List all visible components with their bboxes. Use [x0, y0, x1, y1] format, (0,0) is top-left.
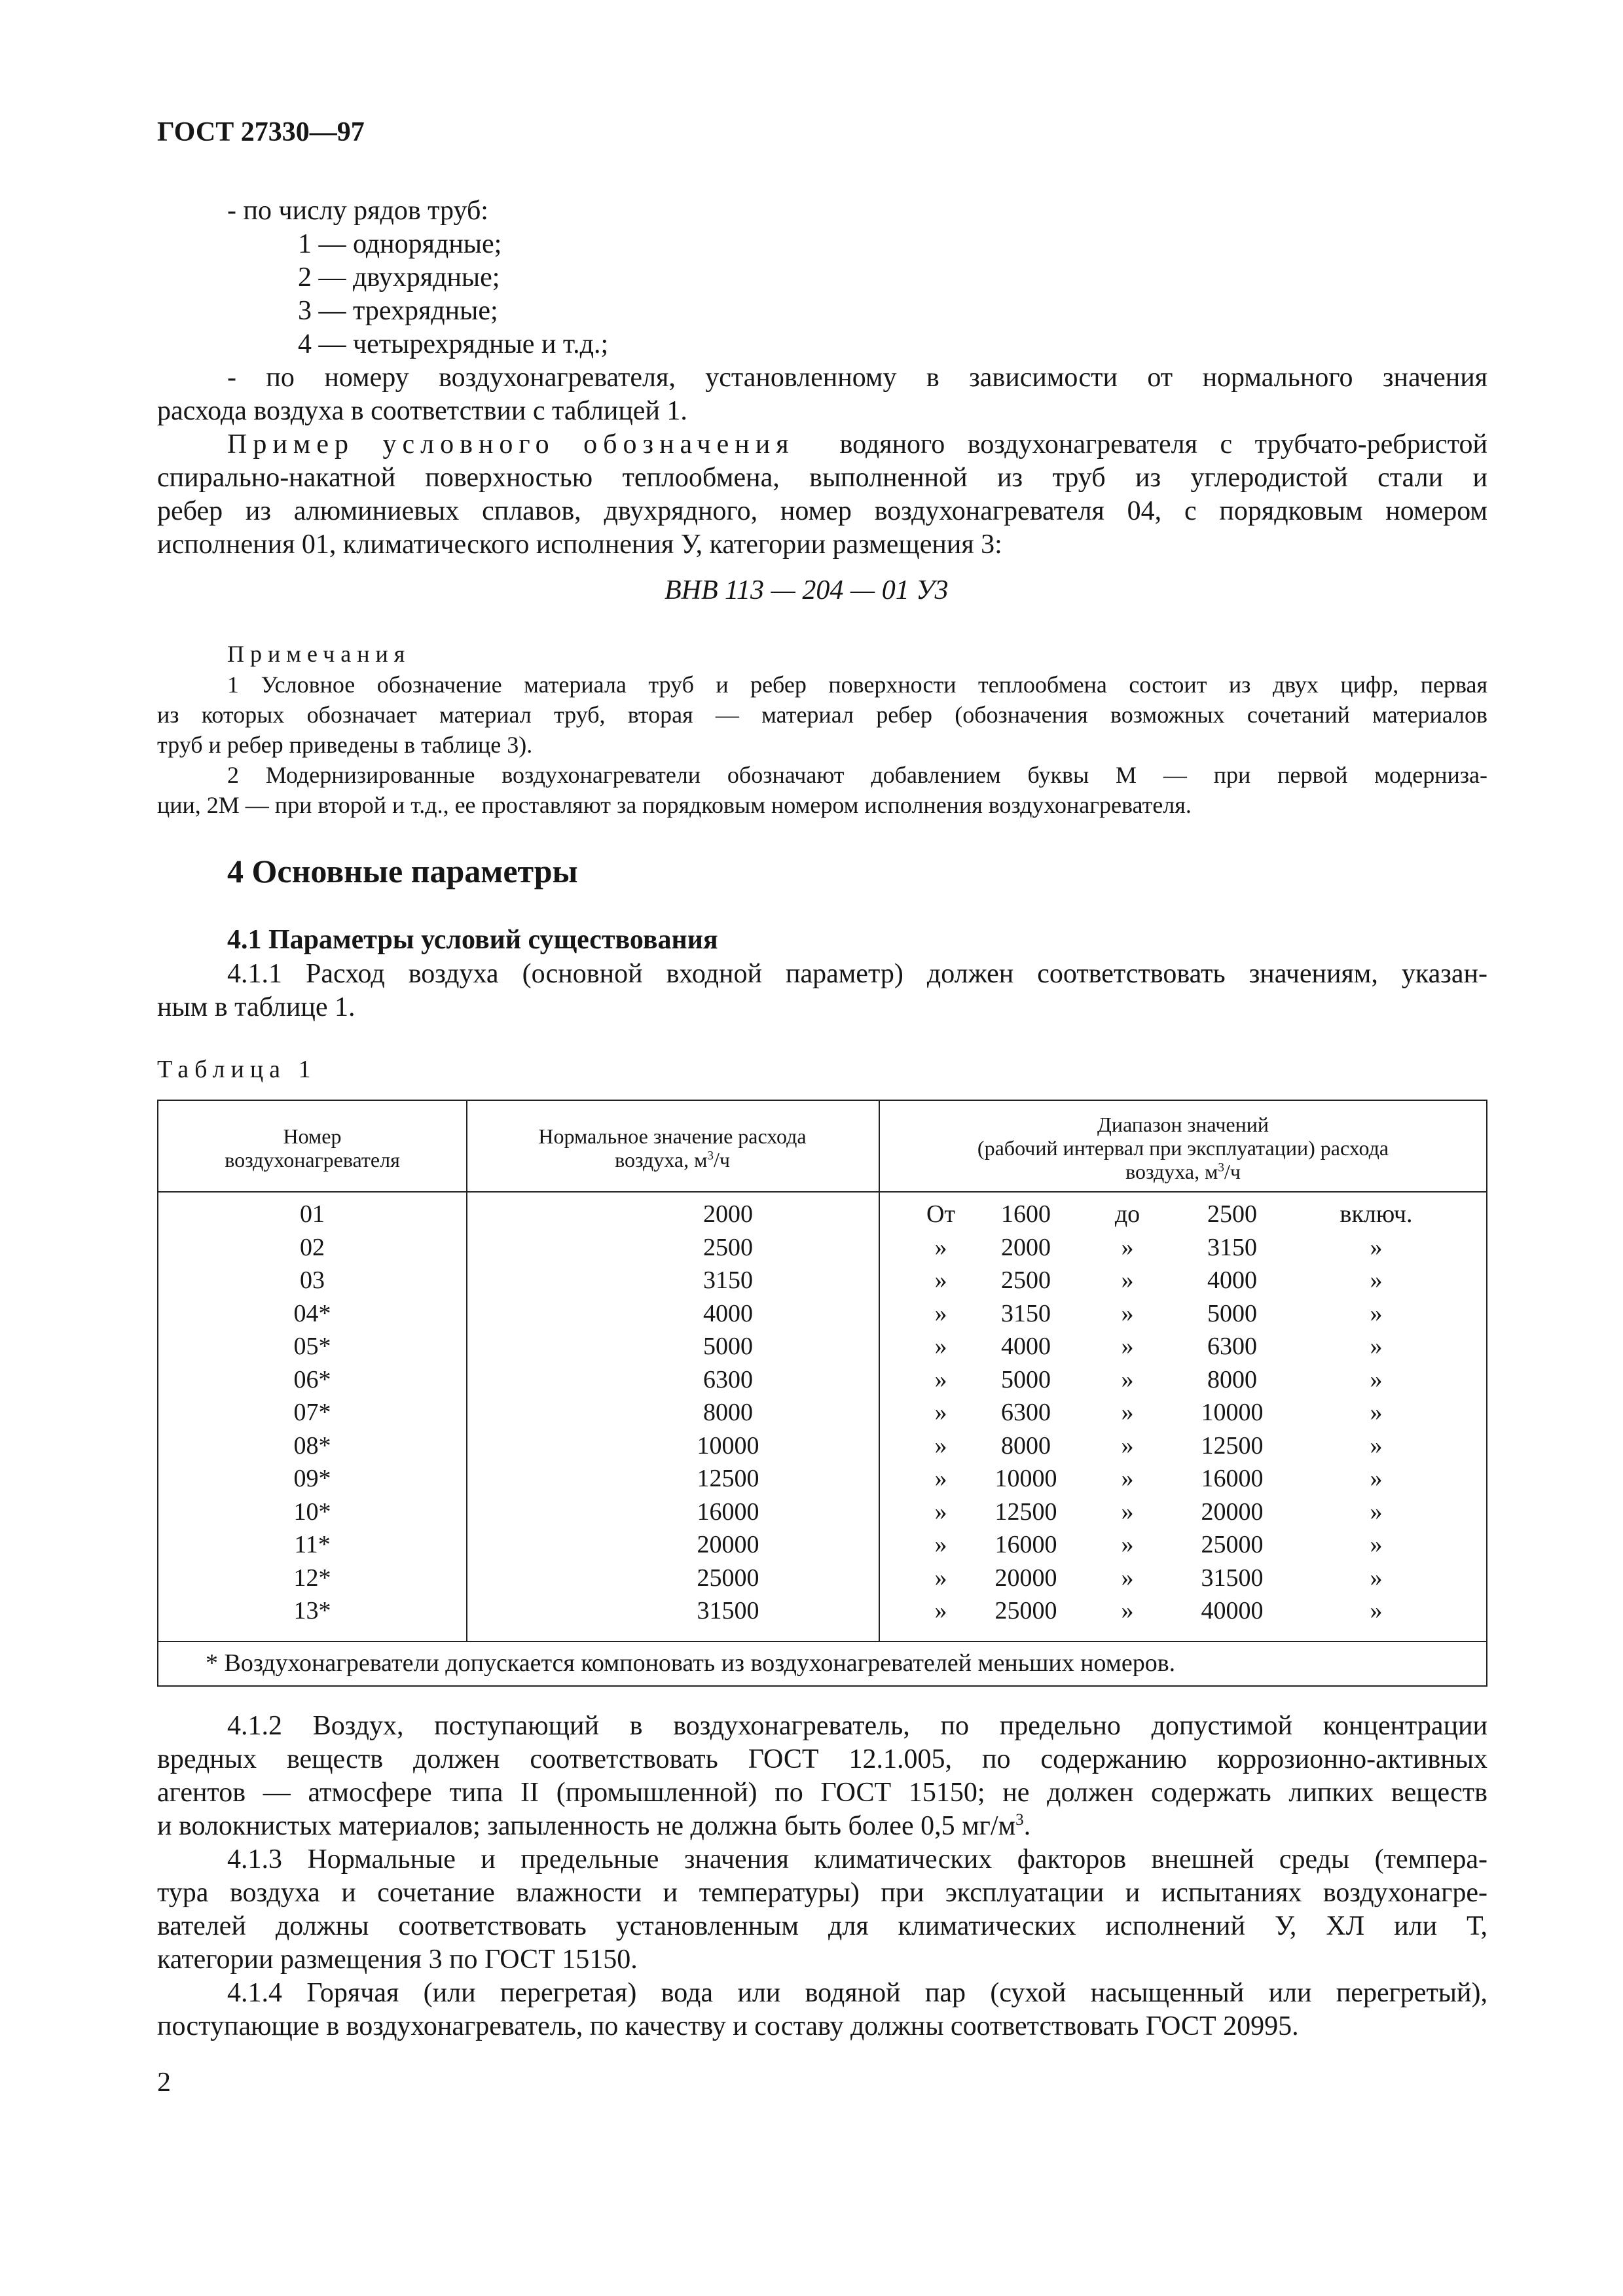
table-cell-to: 31500	[1201, 1564, 1264, 1592]
table-caption: Таблица 1	[157, 1056, 317, 1083]
number-line-1: - по номеру воздухонагревателя, установленному в зависимости от нормального значения	[227, 363, 1487, 393]
rows-item-1: 1 — однорядные;	[298, 229, 502, 259]
para-4-1-3-line-3: вателей должны соответствовать установленным для климатических исполнений У, ХЛ или Т,	[157, 1911, 1487, 1941]
para-4-1-3-line-1: 4.1.3 Нормальные и предельные значения климатических факторов внешней среды (темпера-	[227, 1844, 1487, 1874]
rows-item-3: 3 — трехрядные;	[298, 296, 498, 326]
column-number	[158, 1198, 466, 1628]
table-cell-normal: 20000	[697, 1531, 759, 1558]
column-from-word	[911, 1198, 970, 1628]
table-header-number	[158, 1124, 466, 1172]
table-cell-to-word: »	[1121, 1233, 1134, 1261]
header-number-line-2: воздухонагревателя	[225, 1148, 400, 1172]
table-cell-from-word: »	[934, 1365, 947, 1393]
header-range-line-3	[879, 1160, 1487, 1183]
table-cell-inclusive: »	[1370, 1431, 1383, 1460]
para-4-1-3-line-2: тура воздуха и сочетание влажности и температуры) при эксплуатации и испытаниях воздухонагре-	[157, 1878, 1487, 1908]
table-cell-from: 25000	[994, 1597, 1057, 1624]
note-1-line-3: труб и ребер приведены в таблице 3).	[157, 732, 533, 758]
rows-item-4: 4 — четырехрядные и т.д.;	[298, 329, 609, 359]
number-line-2: расхода воздуха в соответствии с таблицей 1.	[157, 396, 687, 426]
rows-label: - по числу рядов труб:	[227, 196, 488, 226]
table-cell-inclusive: »	[1370, 1365, 1383, 1393]
table-cell-normal: 5000	[703, 1333, 753, 1360]
example-line-3: ребер из алюминиевых сплавов, двухрядного, номер воздухонагревателя 04, с порядковым номером	[157, 496, 1487, 526]
note-2-line-1: 2 Модернизированные воздухонагреватели обозначают добавлением буквы М — при первой модерниза-	[227, 762, 1487, 788]
para-4-1-3-line-4: категории размещения 3 по ГОСТ 15150.	[157, 1945, 638, 1975]
header-range-unit-tail: /ч	[1224, 1160, 1241, 1183]
table-cell-number: 11*	[294, 1531, 331, 1558]
table-cell-to-word: »	[1121, 1597, 1134, 1624]
para-4-1-2-tail: .	[1023, 1811, 1031, 1841]
table-cell-from: 20000	[994, 1564, 1057, 1592]
table-cell-inclusive: »	[1370, 1333, 1383, 1360]
table-cell-to-word: »	[1121, 1266, 1134, 1294]
table-cell-from: 5000	[1001, 1365, 1051, 1393]
table-cell-to-word: »	[1121, 1431, 1134, 1460]
header-normal-line-1: Нормальное значение расхода	[538, 1124, 807, 1148]
para-4-1-2-line-1: 4.1.2 Воздух, поступающий в воздухонагреватель, по предельно допустимой концентрации	[227, 1711, 1487, 1741]
column-to	[1167, 1198, 1298, 1628]
table-cell-to: 12500	[1201, 1431, 1264, 1460]
table-cell-to-word: »	[1121, 1498, 1134, 1526]
table-cell-inclusive: включ.	[1340, 1200, 1413, 1228]
para-4-1-2-line-3: агентов — атмосфере типа II (промышленной) по ГОСТ 15150; не должен содержать липких веществ	[157, 1778, 1487, 1808]
notes-title: Примечания	[227, 641, 411, 667]
table-cell-to-word: »	[1121, 1299, 1134, 1327]
table-cell-inclusive: »	[1370, 1531, 1383, 1558]
note-1-line-2: из которых обозначает материал труб, вторая — материал ребер (обозначения возможных сочетаний материалов	[157, 702, 1487, 728]
table-cell-to-word: до	[1114, 1200, 1140, 1228]
para-4-1-2-line-2: вредных веществ должен соответствовать ГОСТ 12.1.005, по содержанию коррозионно-активных	[157, 1744, 1487, 1774]
para-4-1-1-line-2: ным в таблице 1.	[157, 992, 356, 1022]
table-cell-number: 04*	[293, 1299, 331, 1327]
table-cell-from: 2500	[1001, 1266, 1051, 1294]
table-cell-number: 02	[300, 1233, 325, 1261]
table-cell-normal: 12500	[697, 1465, 759, 1492]
table-cell-inclusive: »	[1370, 1299, 1383, 1327]
table-cell-to: 20000	[1201, 1498, 1264, 1526]
header-range-unit: воздуха, м	[1125, 1160, 1218, 1183]
header-number-line-1: Номер	[283, 1124, 342, 1148]
table-cell-inclusive: »	[1370, 1564, 1383, 1592]
airflow-table	[157, 1100, 1487, 1687]
table-cell-inclusive: »	[1370, 1266, 1383, 1294]
column-to-word	[1088, 1198, 1167, 1628]
table-col-divider-1	[466, 1101, 467, 1641]
column-normal	[663, 1198, 793, 1628]
table-cell-to: 4000	[1207, 1266, 1257, 1294]
table-cell-from-word: »	[934, 1399, 947, 1426]
table-cell-number: 05*	[293, 1333, 331, 1360]
table-cell-normal: 2000	[703, 1200, 753, 1228]
table-header-range	[879, 1113, 1487, 1183]
rows-item-2: 2 — двухрядные;	[298, 262, 500, 293]
table-cell-number: 06*	[293, 1365, 331, 1393]
table-cell-number: 10*	[293, 1498, 331, 1526]
table-cell-from: 1600	[1001, 1200, 1051, 1228]
table-cell-normal: 8000	[703, 1399, 753, 1426]
table-cell-to: 10000	[1201, 1399, 1264, 1426]
para-4-1-1-line-1: 4.1.1 Расход воздуха (основной входной параметр) должен соответствовать значениям, указан-	[227, 959, 1487, 989]
subsection-4-1-title: 4.1 Параметры условий существования	[227, 925, 718, 955]
table-cell-from-word: »	[934, 1531, 947, 1558]
table-cell-from: 3150	[1001, 1299, 1051, 1327]
header-range-unit-exp: 3	[1218, 1160, 1224, 1175]
table-cell-to-word: »	[1121, 1465, 1134, 1492]
table-cell-from: 8000	[1001, 1431, 1051, 1460]
table-cell-normal: 4000	[703, 1299, 753, 1327]
table-cell-normal: 2500	[703, 1233, 753, 1261]
table-cell-number: 13*	[293, 1597, 331, 1624]
para-4-1-2-line-4	[157, 1810, 1030, 1843]
table-cell-to: 3150	[1207, 1233, 1257, 1261]
table-cell-number: 09*	[293, 1465, 331, 1492]
table-cell-inclusive: »	[1370, 1233, 1383, 1261]
table-header-divider	[158, 1191, 1486, 1193]
table-cell-to: 6300	[1207, 1333, 1257, 1360]
example-line-1-rest: водяного воздухонагревателя с трубчато-ребристой	[839, 429, 1487, 459]
table-cell-normal: 10000	[697, 1431, 759, 1460]
document-header: ГОСТ 27330—97	[157, 117, 365, 147]
table-cell-from-word: »	[934, 1266, 947, 1294]
table-cell-to: 25000	[1201, 1531, 1264, 1558]
table-cell-normal: 16000	[697, 1498, 759, 1526]
table-cell-to-word: »	[1121, 1365, 1134, 1393]
example-line-4: исполнения 01, климатического исполнения У, категории размещения 3:	[157, 529, 1002, 560]
para-4-1-2-exp: 3	[1015, 1811, 1024, 1829]
table-cell-from: 4000	[1001, 1333, 1051, 1360]
example-formula: ВНВ 113 — 204 — 01 У3	[665, 575, 949, 605]
table-cell-from-word: »	[934, 1564, 947, 1592]
table-cell-normal: 3150	[703, 1266, 753, 1294]
table-cell-from: 2000	[1001, 1233, 1051, 1261]
table-cell-inclusive: »	[1370, 1597, 1383, 1624]
table-cell-to: 16000	[1201, 1465, 1264, 1492]
table-cell-number: 12*	[293, 1564, 331, 1592]
table-cell-from: 16000	[994, 1531, 1057, 1558]
header-normal-unit-tail: /ч	[713, 1148, 730, 1172]
table-cell-to-word: »	[1121, 1531, 1134, 1558]
example-line-1	[227, 428, 1487, 461]
table-cell-normal: 25000	[697, 1564, 759, 1592]
table-cell-from-word: »	[934, 1597, 947, 1624]
header-normal-line-2	[466, 1148, 879, 1172]
table-cell-to: 5000	[1207, 1299, 1257, 1327]
table-cell-to: 8000	[1207, 1365, 1257, 1393]
table-cell-to-word: »	[1121, 1564, 1134, 1592]
para-4-1-2-line-4-text: и волокнистых материалов; запыленность не должна быть более 0,5 мг/м	[157, 1811, 1016, 1841]
example-label: Пример условного обозначения	[227, 429, 795, 459]
table-cell-to-word: »	[1121, 1333, 1134, 1360]
table-cell-from-word: »	[934, 1431, 947, 1460]
header-normal-unit: воздуха, м	[615, 1148, 708, 1172]
table-footnote-divider	[158, 1641, 1486, 1642]
section-4-title: 4 Основные параметры	[227, 853, 578, 889]
table-cell-number: 03	[300, 1266, 325, 1294]
page-number: 2	[157, 2068, 171, 2098]
note-2-line-2: ции, 2М — при второй и т.д., ее проставляют за порядковым номером исполнения воздухонагревателя.	[157, 792, 1192, 818]
table-cell-number: 08*	[293, 1431, 331, 1460]
table-cell-normal: 6300	[703, 1365, 753, 1393]
table-cell-from-word: »	[934, 1333, 947, 1360]
table-cell-inclusive: »	[1370, 1399, 1383, 1426]
table-cell-to: 2500	[1207, 1200, 1257, 1228]
table-cell-from-word: От	[926, 1200, 956, 1228]
para-4-1-4-line-1: 4.1.4 Горячая (или перегретая) вода или водяной пар (сухой насыщенный или перегретый),	[227, 1978, 1487, 2008]
table-cell-from: 12500	[994, 1498, 1057, 1526]
column-inclusive	[1317, 1198, 1435, 1628]
table-cell-inclusive: »	[1370, 1465, 1383, 1492]
para-4-1-4-line-2: поступающие в воздухонагреватель, по качеству и составу должны соответствовать ГОСТ 20995.	[157, 2011, 1299, 2041]
column-from	[977, 1198, 1075, 1628]
table-cell-from: 10000	[994, 1465, 1057, 1492]
header-normal-unit-exp: 3	[707, 1149, 714, 1163]
table-cell-normal: 31500	[697, 1597, 759, 1624]
table-cell-to: 40000	[1201, 1597, 1264, 1624]
table-cell-number: 01	[300, 1200, 325, 1228]
table-cell-inclusive: »	[1370, 1498, 1383, 1526]
table-header-normal	[466, 1124, 879, 1172]
example-line-2: спирально-накатной поверхностью теплообмена, выполненной из труб из углеродистой стали и	[157, 463, 1487, 493]
table-cell-from-word: »	[934, 1233, 947, 1261]
header-range-line-1: Диапазон значений	[1097, 1113, 1269, 1136]
header-range-line-2: (рабочий интервал при эксплуатации) расхода	[977, 1136, 1389, 1160]
table-footnote: * Воздухонагреватели допускается компоновать из воздухонагревателей меньших номеров.	[206, 1649, 1176, 1677]
note-1-line-1: 1 Условное обозначение материала труб и ребер поверхности теплообмена состоит из двух цифр, первая	[227, 672, 1487, 698]
table-cell-from-word: »	[934, 1498, 947, 1526]
table-cell-from-word: »	[934, 1465, 947, 1492]
table-cell-to-word: »	[1121, 1399, 1134, 1426]
table-cell-from: 6300	[1001, 1399, 1051, 1426]
table-cell-from-word: »	[934, 1299, 947, 1327]
table-cell-number: 07*	[293, 1399, 331, 1426]
